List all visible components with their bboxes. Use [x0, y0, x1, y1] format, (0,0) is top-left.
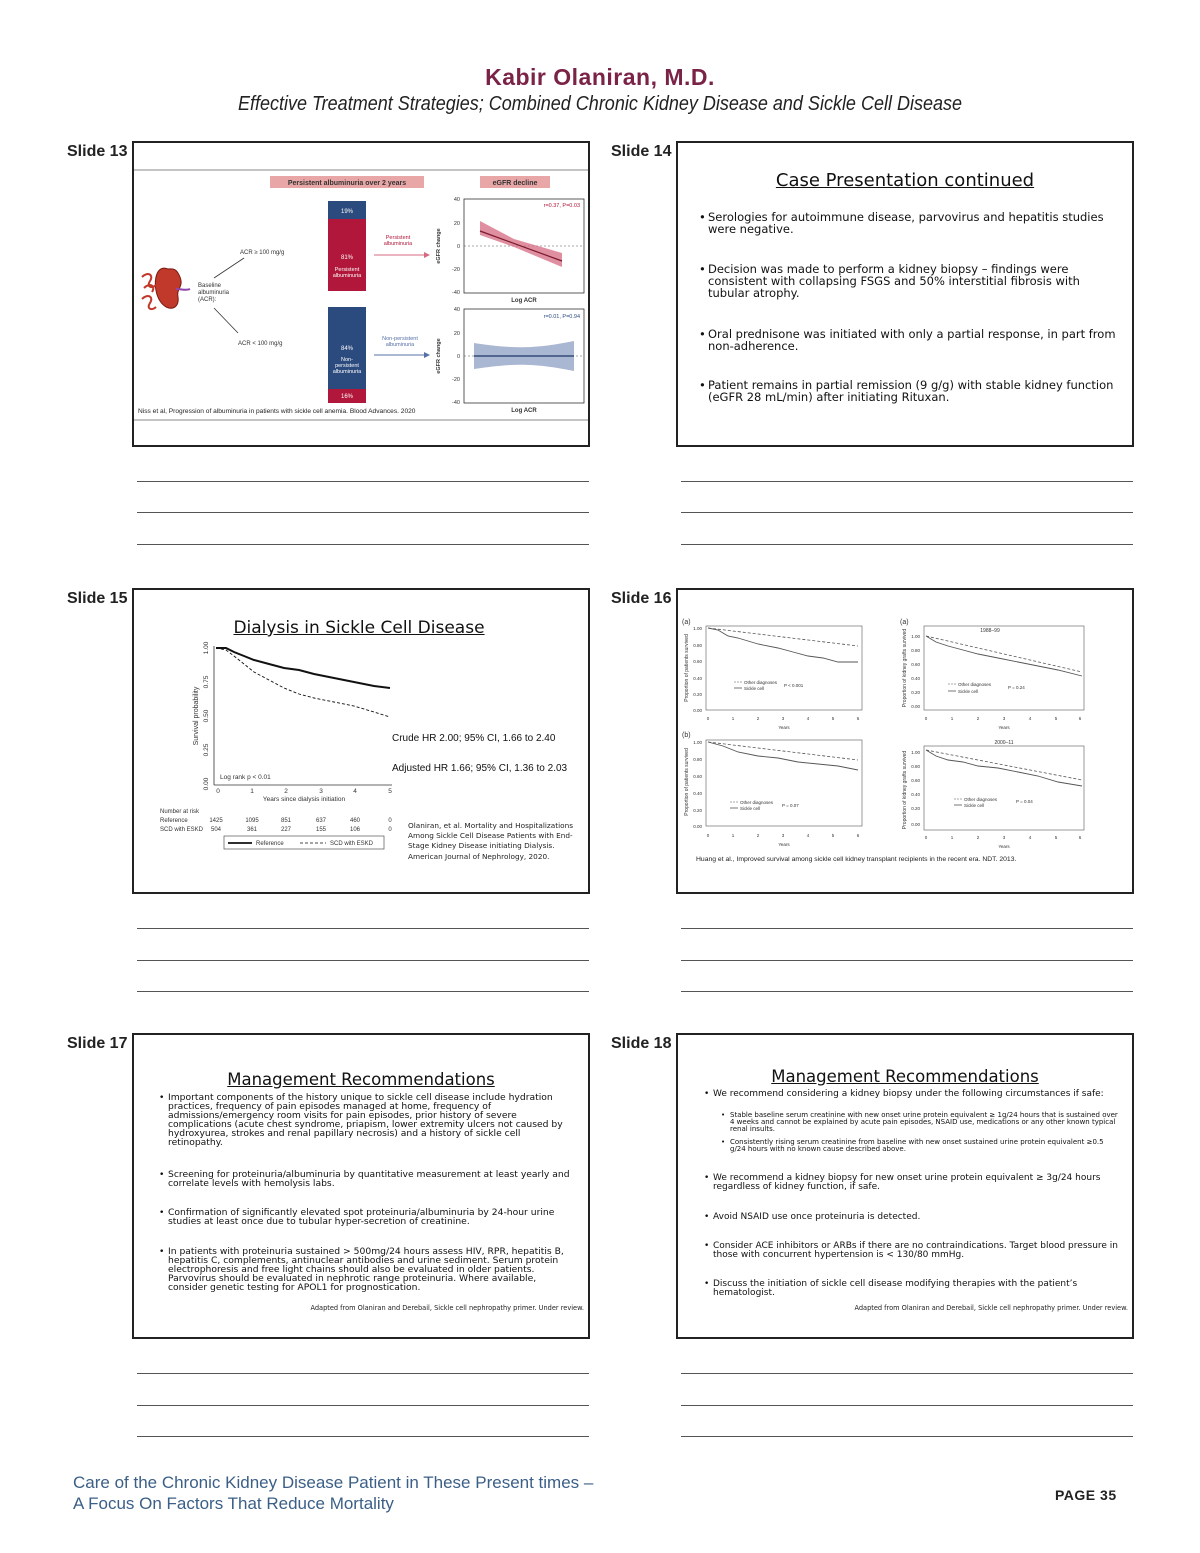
slide-14-bullet: • Decision was made to perform a kidney biopsy – findings were consistent with collapsing FSGS and 50% interstitial fibrosis with tubular atrophy. — [699, 262, 1080, 301]
panel-ylabel: Proportion of kidney grafts survived — [902, 628, 908, 708]
panel-ytick: 1.00 — [911, 634, 920, 639]
plot2-ytick: 0 — [456, 354, 460, 360]
slide-14-bullet: • Serologies for autoimmune disease, parvovirus and hepatitis studies were negative. — [699, 210, 1104, 237]
km-adjusted-hr: Adjusted HR 1.66; 95% CI, 1.36 to 2.03 — [392, 763, 568, 774]
arrow2-head — [424, 352, 430, 358]
risk-cell: 361 — [246, 827, 258, 833]
panel-frame — [924, 626, 1084, 710]
km-xlabel: Years since dialysis initiation — [262, 796, 346, 803]
panel-xlabel: Years — [778, 725, 790, 730]
legend-sickle: Sickle cell — [958, 689, 979, 694]
bar1-label: Persistent albuminuria — [332, 267, 362, 279]
panel-xtick: 1 — [731, 833, 735, 838]
bar2-top-value: 84% — [340, 346, 354, 352]
panel-ytick: 0.80 — [693, 643, 702, 648]
slide-15 — [132, 588, 590, 894]
slide-14 — [676, 141, 1134, 447]
arrow1-label: Persistent albuminuria — [383, 235, 413, 247]
slide-14-bullet: • Patient remains in partial remission (9 g/g) with stable kidney function (eGFR 28 mL/min) after initiating Rituxan. — [699, 378, 1114, 405]
slide-18-subbullet: • Consistently rising serum creatinine from baseline with new onset sustained urine protein equivalent ≥0.5 g/24 hours with no known cause described above. — [721, 1138, 1104, 1153]
slide-18-bullet: • Discuss the initiation of sickle cell disease modifying therapies with the patient’s hematologist. — [704, 1279, 1078, 1298]
note-line — [137, 1405, 589, 1406]
plot2-ytick: 40 — [453, 307, 460, 313]
risk-cell: 1095 — [245, 818, 259, 824]
panel-xlabel: Years — [778, 842, 790, 847]
risk-cell: 0 — [388, 818, 392, 824]
risk-cell: 637 — [315, 818, 327, 824]
panel-ylabel: Proportion of patients survived — [684, 748, 690, 816]
km-xtick: 3 — [319, 788, 323, 795]
risk-cell: 106 — [349, 827, 361, 833]
plot2-ylabel: eGFR change — [436, 338, 442, 374]
km-ytick: 0.00 — [203, 777, 210, 791]
author-name: Kabir Olaniran, M.D. — [485, 64, 715, 90]
legend-other: Other diagnoses — [740, 800, 774, 805]
panel-ytick: 0.00 — [911, 704, 920, 709]
slide-18-title: Management Recommendations — [771, 1067, 1039, 1086]
panel-ytick: 1.00 — [693, 626, 702, 631]
panel-p-value: P = 0.07 — [782, 803, 799, 808]
risk-cell: 155 — [315, 827, 327, 833]
note-line — [681, 960, 1133, 961]
panel-xtick: 5 — [831, 833, 835, 838]
panel-ytick: 0.00 — [693, 708, 702, 713]
sickle-cell-curve — [926, 636, 1082, 676]
survival-panel-4 — [902, 740, 1084, 849]
panel-frame — [706, 626, 862, 710]
legend-sickle: Sickle cell — [964, 803, 985, 808]
panel-tag: (b) — [682, 732, 691, 739]
panel-xtick: 1 — [950, 835, 954, 840]
risk-cell: 227 — [280, 827, 292, 833]
panel-period: 2000–11 — [994, 740, 1014, 746]
km-xtick: 4 — [353, 788, 357, 795]
note-line — [137, 991, 589, 992]
slide-17-bullet: • Screening for proteinuria/albuminuria by quantitative measurement at least yearly and correlate levels with hemolysis labs. — [159, 1169, 570, 1190]
panel-p-value: P = 0.04 — [1016, 799, 1033, 804]
note-line — [681, 1373, 1133, 1374]
panel-xtick: 5 — [1054, 835, 1058, 840]
slide-16-label: Slide 16 — [611, 590, 672, 607]
other-diagnoses-curve — [708, 742, 858, 760]
panel-xlabel: Years — [998, 844, 1010, 849]
acr-low-label: ACR < 100 mg/g — [238, 341, 283, 347]
panel-tag: (a) — [682, 619, 691, 626]
sickle-cell-curve — [708, 628, 858, 662]
panel-xtick: 3 — [781, 716, 785, 721]
slide-14-title: Case Presentation continued — [775, 170, 1035, 191]
panel-xtick: 5 — [831, 716, 835, 721]
other-diagnoses-curve — [708, 628, 858, 646]
note-line — [681, 512, 1133, 513]
km-xtick: 2 — [284, 788, 288, 795]
panel-ytick: 0.80 — [911, 648, 920, 653]
km-logrank: Log rank p < 0.01 — [220, 774, 271, 781]
survival-panel-2 — [900, 619, 1084, 730]
note-line — [681, 481, 1133, 482]
other-diagnoses-curve — [926, 750, 1082, 780]
plot2-xlabel: Log ACR — [511, 408, 537, 414]
sickle-cell-curve — [926, 750, 1082, 786]
sickle-cell-curve — [708, 742, 858, 770]
panel-xtick: 4 — [806, 833, 810, 838]
plot2-ytick: -40 — [452, 400, 460, 406]
plot1-ylabel: eGFR change — [436, 228, 442, 264]
km-crude-hr: Crude HR 2.00; 95% CI, 1.66 to 2.40 — [392, 733, 556, 744]
panel-left-title: Persistent albuminuria over 2 years — [287, 180, 407, 187]
km-scd-curve — [216, 648, 390, 717]
note-line — [681, 991, 1133, 992]
slide-17 — [132, 1033, 590, 1339]
panel-ytick: 0.20 — [693, 808, 702, 813]
panel-xtick: 3 — [1002, 835, 1006, 840]
panel-ytick: 0.60 — [911, 662, 920, 667]
slide-18-subbullet: • Stable baseline serum creatinine with new onset urine protein equivalent ≥ 1g/24 hours that is sustained over 4 weeks and cannot be explained by acute pain episodes, NSAID use, medications or any other known typical renal insults. — [721, 1111, 1118, 1133]
panel-xtick: 4 — [1028, 835, 1032, 840]
slide-18-label: Slide 18 — [611, 1035, 672, 1052]
km-reference-curve — [216, 648, 390, 688]
bar2-label: Non-persistent albuminuria — [332, 357, 362, 375]
slide-17-bullet: • In patients with proteinuria sustained > 500mg/24 hours assess HIV, RPR, hepatitis B, hepatitis C, complements, antinuclear antibodies and urine sediment. Serum protein electrophoresis and free light chains should also be evaluated in older patients. Parvovirus should be evaluated in nephrotic range proteinuria. Where available, consider genetic testing for APOL1 for prognostication. — [159, 1246, 564, 1294]
plot1-xlabel: Log ACR — [511, 298, 537, 304]
slide-15-title: Dialysis in Sickle Cell Disease — [233, 618, 485, 638]
panel-period: 1988–99 — [980, 628, 1000, 634]
slide-14-bullet: • Oral prednisone was initiated with only a partial response, in part from non-adherence. — [699, 327, 1116, 354]
panel-ylabel: Proportion of patients survived — [684, 634, 690, 702]
legend-other: Other diagnoses — [964, 797, 998, 802]
slide-13 — [132, 141, 590, 447]
legend-other: Other diagnoses — [958, 682, 992, 687]
arrow2-label: Non-persistent albuminuria — [382, 336, 418, 348]
panel-right-title: eGFR decline — [492, 180, 538, 187]
footer-line-1: Care of the Chronic Kidney Disease Patient in These Present times – — [73, 1473, 594, 1492]
footer-line-2: A Focus On Factors That Reduce Mortality — [73, 1494, 394, 1513]
panel-xtick: 6 — [856, 716, 860, 721]
page-number: PAGE 35 — [1055, 1487, 1117, 1503]
panel-xtick: 2 — [976, 835, 980, 840]
slide-18-bullet: • We recommend a kidney biopsy for new onset urine protein equivalent ≥ 3g/24 hours regardless of kidney function, if safe. — [704, 1173, 1101, 1192]
slide-13-figure — [134, 143, 588, 445]
plot2-stat: r=0.01, P=0.94 — [543, 314, 580, 320]
baseline-label: Baseline albuminuria (ACR): — [198, 283, 230, 303]
note-line — [137, 1373, 589, 1374]
slide-17-bullet: • Important components of the history unique to sickle cell disease include hydration practices, frequency of pain episodes managed at home, frequency of admissions/emergency room visits for pain episodes, prior history of severe complications (acute chest syndrome, priapism, lower extremity ulcers not caused by hydroxyurea, strokes and renal papillary necrosis) and a history of sickle cell retinopathy. — [159, 1092, 563, 1149]
panel-ytick: 0.40 — [911, 792, 920, 797]
kidney-icon — [142, 268, 190, 309]
slide-17-bullet: • Confirmation of significantly elevated spot proteinuria/albuminuria by 24-hour urine studies at least once due to tubular hyper-secretion of creatinine. — [159, 1207, 555, 1228]
slide-18-bullet: • Avoid NSAID use once proteinuria is detected. — [704, 1212, 921, 1222]
panel-ytick: 0.80 — [911, 764, 920, 769]
km-ytick: 0.25 — [203, 743, 210, 757]
km-legend-ref: Reference — [256, 841, 284, 847]
panel-xtick: 4 — [1028, 716, 1032, 721]
slide-17-label: Slide 17 — [67, 1035, 128, 1052]
panel-xtick: 4 — [806, 716, 810, 721]
km-xtick: 5 — [388, 788, 392, 795]
panel-xtick: 2 — [976, 716, 980, 721]
risk-cell: 0 — [388, 827, 392, 833]
plot1-stat: r=0.37, P=0.03 — [543, 203, 580, 209]
panel-xtick: 3 — [1002, 716, 1006, 721]
km-legend-scd: SCD with ESKD — [330, 841, 374, 847]
note-line — [137, 960, 589, 961]
arrow-low — [214, 308, 238, 333]
legend-sickle: Sickle cell — [740, 806, 761, 811]
panel-xtick: 1 — [731, 716, 735, 721]
slide-17-title: Management Recommendations — [227, 1070, 495, 1089]
arrow-high — [214, 258, 244, 278]
note-line — [137, 481, 589, 482]
note-line — [681, 1405, 1133, 1406]
slide-13-citation: Niss et al, Progression of albuminuria in patients with sickle cell anemia. Blood Advances. 2020 — [138, 408, 416, 415]
plot1-ytick: 20 — [453, 221, 460, 227]
plot2-ytick: 20 — [453, 331, 460, 337]
panel-ytick: 0.40 — [693, 676, 702, 681]
survival-panel-1 — [682, 619, 862, 730]
panel-xtick: 6 — [1078, 835, 1082, 840]
risk-cell: 851 — [280, 818, 292, 824]
panel-xtick: 0 — [924, 835, 928, 840]
slide-18-bullet: • Consider ACE inhibitors or ARBs if there are no contraindications. Target blood pressure in those with concurrent hypertension is < 130/80 mmHg. — [704, 1241, 1118, 1260]
note-line — [681, 928, 1133, 929]
note-line — [137, 928, 589, 929]
survival-panel-3 — [682, 732, 862, 847]
km-xtick: 1 — [250, 788, 254, 795]
panel-p-value: P = 0.24 — [1008, 685, 1025, 690]
panel-ylabel: Proportion of kidney grafts survived — [902, 750, 908, 830]
panel-xtick: 0 — [924, 716, 928, 721]
plot1-ytick: 0 — [456, 244, 460, 250]
km-ylabel: Survival probability — [193, 686, 200, 746]
plot2-ytick: -20 — [452, 377, 460, 383]
panel-xtick: 1 — [950, 716, 954, 721]
slide-17-citation: Adapted from Olaniran and Derebail, Sickle cell nephropathy primer. Under review. — [310, 1304, 584, 1312]
note-line — [681, 544, 1133, 545]
panel-ytick: 1.00 — [693, 740, 702, 745]
risk-cell: 460 — [349, 818, 361, 824]
slide-16-citation: Huang et al., Improved survival among sickle cell kidney transplant recipients in the recent era. NDT. 2013. — [696, 856, 1017, 863]
transplant-survival-figure — [678, 590, 1132, 892]
slide-18 — [676, 1033, 1134, 1339]
note-line — [137, 512, 589, 513]
risk-cell: 1425 — [209, 818, 223, 824]
panel-ytick: 0.80 — [693, 757, 702, 762]
slide-15-label: Slide 15 — [67, 590, 128, 607]
km-ytick: 0.75 — [203, 675, 210, 689]
panel-ytick: 0.60 — [693, 774, 702, 779]
panel-ytick: 0.20 — [911, 806, 920, 811]
panel-xtick: 5 — [1054, 716, 1058, 721]
plot1-ytick: 40 — [453, 197, 460, 203]
note-line — [137, 1436, 589, 1437]
panel-p-value: P < 0.001 — [784, 683, 804, 688]
panel-xtick: 6 — [1078, 716, 1082, 721]
km-ytick: 0.50 — [203, 709, 210, 723]
panel-xtick: 6 — [856, 833, 860, 838]
page-subtitle: Effective Treatment Strategies; Combined Chronic Kidney Disease and Sickle Cell Disease — [237, 93, 962, 115]
risk-cell: 504 — [210, 827, 222, 833]
slide-14-label: Slide 14 — [611, 143, 672, 160]
panel-frame — [924, 746, 1084, 830]
panel-ytick: 1.00 — [911, 750, 920, 755]
acr-high-label: ACR ≥ 100 mg/g — [240, 250, 285, 256]
legend-other: Other diagnoses — [744, 680, 778, 685]
panel-ytick: 0.00 — [693, 824, 702, 829]
km-ytick: 1.00 — [203, 641, 210, 655]
slide-18-citation: Adapted from Olaniran and Derebail, Sickle cell nephropathy primer. Under review. — [854, 1304, 1128, 1312]
panel-ytick: 0.20 — [693, 692, 702, 697]
slide-15-citation: Olaniran, et al. Mortality and Hospitalizations Among Sickle Cell Disease Patients with End-Stage Kidney Disease initiating Dialysis. American Journal of Nephrology, 2020. — [408, 821, 574, 861]
panel-ytick: 0.60 — [911, 778, 920, 783]
panel-xtick: 0 — [706, 716, 710, 721]
panel-xtick: 0 — [706, 833, 710, 838]
panel-ytick: 0.40 — [693, 791, 702, 796]
panel-xtick: 2 — [756, 833, 760, 838]
note-line — [137, 544, 589, 545]
legend-sickle: Sickle cell — [744, 686, 765, 691]
slide-16 — [676, 588, 1134, 894]
panel-xlabel: Years — [998, 725, 1010, 730]
other-diagnoses-curve — [926, 636, 1082, 672]
note-line — [681, 1436, 1133, 1437]
panel-ytick: 0.20 — [911, 690, 920, 695]
panel-xtick: 3 — [781, 833, 785, 838]
panel-ytick: 0.60 — [693, 659, 702, 664]
panel-ytick: 0.00 — [911, 822, 920, 827]
risk-row-name: Reference — [160, 818, 188, 824]
panel-xtick: 2 — [756, 716, 760, 721]
km-xtick: 0 — [216, 788, 220, 795]
bar1-bottom-value: 81% — [340, 255, 354, 261]
slide-13-label: Slide 13 — [67, 143, 128, 160]
bar2-bottom-value: 16% — [340, 394, 354, 400]
risk-row-name: SCD with ESKD — [160, 827, 204, 833]
risk-table-head: Number at risk — [160, 809, 200, 815]
plot1-ytick: -40 — [452, 290, 460, 296]
bar1-top-value: 19% — [340, 209, 354, 215]
slide-18-bullet: • We recommend considering a kidney biopsy under the following circumstances if safe: — [704, 1089, 1104, 1099]
panel-ytick: 0.40 — [911, 676, 920, 681]
plot1-ci-band — [480, 221, 562, 267]
panel-tag: (a) — [900, 619, 909, 626]
panel-frame — [706, 740, 862, 826]
plot1-ytick: -20 — [452, 267, 460, 273]
arrow1-head — [424, 252, 430, 258]
